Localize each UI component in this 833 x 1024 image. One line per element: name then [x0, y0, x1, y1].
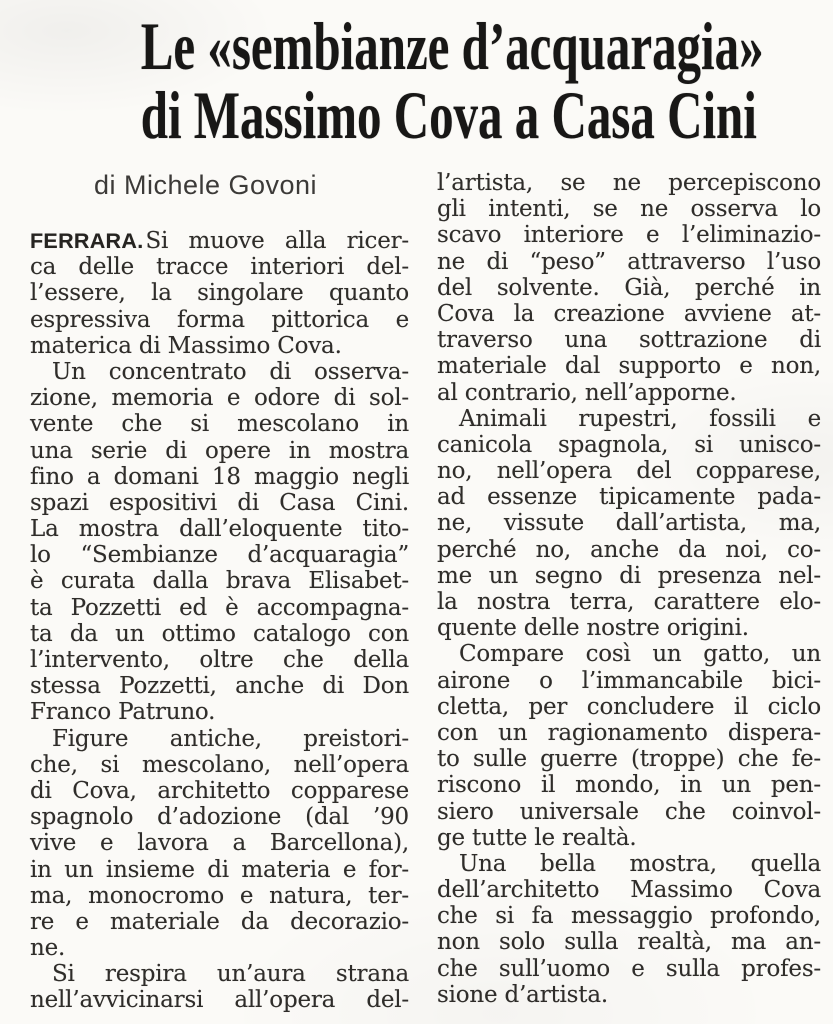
article-line: perché no, anche da noi, co- — [437, 536, 821, 563]
article-line: del solvente. Già, perché in — [437, 274, 821, 301]
article-line: che sull’uomo e sulla profes- — [437, 955, 821, 982]
article-line: ad essenze tipicamente pada- — [437, 484, 821, 511]
article-line: gli intenti, se ne osserva lo — [437, 196, 821, 223]
article-line: stessa Pozzetti, anche di Don — [30, 673, 409, 700]
article-line: Cova la creazione avviene at- — [437, 300, 821, 327]
article-column-right-body — [437, 170, 821, 1008]
article-line: che si fa messaggio profondo, — [437, 903, 821, 930]
article-line: non solo sulla realtà, ma an- — [437, 929, 821, 956]
article-headline — [140, 8, 764, 153]
article-line: al contrario, nell’apporne. — [437, 379, 737, 406]
article-column-right — [437, 156, 821, 1014]
article-line: zione, memoria e odore di sol- — [30, 385, 409, 412]
article-line: Figure antiche, preistori- — [52, 725, 409, 752]
article-line: vive e lavora a Barcellona), — [30, 830, 409, 857]
article-column-left — [30, 156, 409, 1014]
article-paragraph — [437, 406, 821, 642]
article-line: scavo interiore e l’eliminazio- — [437, 222, 821, 249]
article-line: è curata dalla brava Elisabet- — [30, 568, 409, 595]
article-line: Una bella mostra, quella — [459, 850, 821, 877]
article-line: ma, monocromo e natura, ter- — [30, 882, 409, 909]
article-line: spazi espositivi di Casa Cini. — [30, 489, 409, 516]
article-line: quente delle nostre origini. — [437, 615, 749, 642]
article-line: ge tutte le realtà. — [437, 824, 637, 851]
article-line: in un insieme di materia e for- — [30, 856, 409, 883]
article-line: l’artista, se ne percepiscono — [437, 170, 821, 196]
article-line: spagnolo d’adozione (dal ’90 — [30, 804, 409, 831]
article-line: re e materiale da decorazio- — [30, 908, 409, 935]
article-line: una serie di opere in mostra — [30, 437, 409, 464]
article-line: traverso una sottrazione di — [437, 327, 821, 354]
article-line: con un ragionamento dispera- — [437, 719, 821, 746]
article-columns — [30, 156, 821, 1014]
article-line: nell’avvicinarsi all’opera del- — [30, 987, 409, 1014]
article-line: canicola spagnola, si unisco- — [437, 431, 821, 458]
article-line: riscono il mondo, in un pen- — [437, 772, 821, 799]
article-paragraph — [30, 961, 409, 1013]
article-column-left-body — [30, 228, 409, 1014]
headline-line-1: Le «sembianze d’acquaragia» — [140, 8, 764, 84]
article-line: no, nell’opera del copparese, — [437, 458, 821, 485]
article-paragraph — [30, 228, 409, 359]
article-line: FERRARA.Si muove alla ricer- — [30, 228, 409, 254]
article-line: di Cova, architetto copparese — [30, 777, 409, 804]
article-line: Franco Patruno. — [30, 699, 216, 726]
article-line: che, si mescolano, nell’opera — [30, 751, 409, 778]
article-line: Un concentrato di osserva- — [52, 358, 409, 385]
article-line: vente che si mescolano in — [30, 411, 409, 438]
article-paragraph — [30, 359, 409, 726]
article-line: l’intervento, oltre che della — [30, 647, 409, 673]
dateline-lead: FERRARA. — [30, 229, 144, 253]
article-line: fino a domani 18 maggio negli — [30, 463, 409, 490]
headline-line-2: di Massimo Cova a Casa Cini — [140, 77, 757, 153]
article-line: espressiva forma pittorica e — [30, 306, 409, 333]
article-line: dell’architetto Massimo Cova — [437, 877, 821, 904]
article-line: ne di “peso” attraverso l’uso — [437, 248, 821, 275]
article-line: materiale dal supporto e non, — [437, 353, 821, 380]
article-line: Si respira un’aura strana — [52, 961, 409, 988]
article-line: l’essere, la singolare quanto — [30, 280, 409, 307]
article-paragraph — [437, 851, 821, 1008]
article-line: materica di Massimo Cova. — [30, 332, 342, 359]
article-line: sione d’artista. — [437, 981, 608, 1008]
article-line: ne, vissute dall’artista, ma, — [437, 510, 821, 537]
article-line: ta da un ottimo catalogo con — [30, 620, 409, 647]
article-line: siero universale che coinvol- — [437, 798, 821, 825]
article-line: ca delle tracce interiori del- — [30, 254, 409, 281]
article-line: ta Pozzetti ed è accompagna- — [30, 594, 409, 621]
article-paragraph — [437, 170, 821, 406]
article-line: to sulle guerre (troppe) che fe- — [437, 746, 821, 773]
article-line: ne. — [30, 935, 66, 962]
article-byline: di Michele Govoni — [93, 170, 318, 200]
article-line: la nostra terra, carattere elo- — [437, 589, 821, 615]
article-paragraph — [437, 641, 821, 851]
article-line: Compare così un gatto, un — [459, 641, 821, 668]
article-line: airone o l’immancabile bici- — [437, 667, 821, 694]
article-line: me un segno di presenza nel- — [437, 562, 821, 589]
article-line: cletta, per concludere il ciclo — [437, 693, 821, 720]
article-paragraph — [30, 726, 409, 962]
article-line: La mostra dall’eloquente tito- — [30, 516, 409, 543]
article-line: lo “Sembianze d’acquaragia” — [30, 542, 409, 569]
article-line: Animali rupestri, fossili e — [459, 405, 821, 432]
